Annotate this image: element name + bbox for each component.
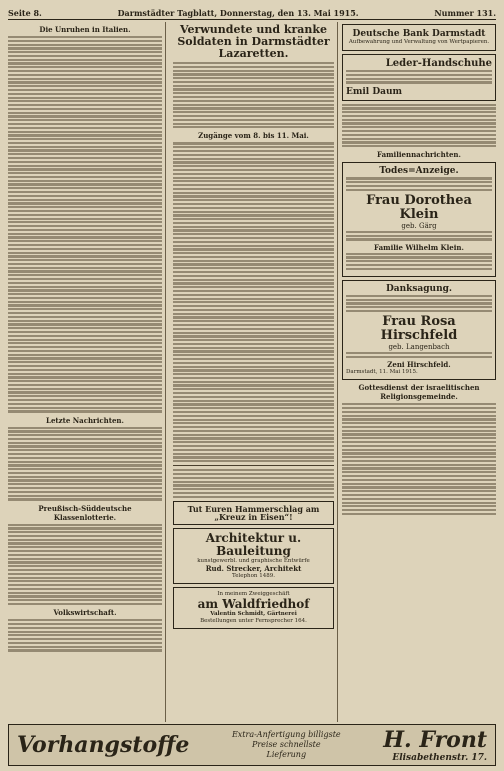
article-body-1 (8, 36, 162, 413)
thanks-date: Darmstadt, 11. Mai 1915. (346, 369, 418, 376)
deceased-born: geb. Gärg (401, 221, 437, 230)
thanks-deceased-born: geb. Langenbach (388, 343, 450, 352)
column-left (8, 22, 166, 722)
heading-economy: Volkswirtschaft. (53, 608, 117, 618)
subheading-arrivals: Zugänge vom 8. bis 11. Mai. (198, 131, 309, 141)
curtain-fabric-banner-ad (8, 724, 496, 766)
heading-wounded-soldiers: Verwundete und kranke Soldaten in Darmstädter Lazaretten. (177, 23, 330, 60)
page-header (8, 6, 496, 20)
article-body-4 (8, 619, 162, 651)
article-body-3 (8, 524, 162, 606)
architect-ad (173, 528, 334, 584)
leather-merchant: Emil Daum (346, 86, 403, 97)
religious-services-list (342, 403, 496, 515)
death-notice-signature: Familie Wilhelm Klein. (374, 242, 464, 252)
column-middle (170, 22, 338, 722)
hammer-notice-text: Tut Euren Hammerschlag am „Kreuz in Eisen“! (187, 503, 320, 522)
bank-subtitle: Aufbewahrung und Verwaltung von Wertpapieren. (348, 39, 490, 45)
architect-subtitle: kunstgewerbl. und graphische Entwürfe (197, 557, 310, 564)
architect-name: Rud. Strecker, Architekt (205, 563, 302, 573)
article-body-2 (8, 427, 162, 501)
issue-number: Nummer 131. (434, 7, 496, 18)
thanks-signature: Zeni Hirschfeld. (387, 360, 451, 370)
heading-lottery: Preußisch-Süddeutsche Klassenlotterie. (38, 503, 132, 522)
heading-unrest-italy: Die Unruhen in Italien. (39, 25, 131, 34)
heading-family-news: Familiennachrichten. (377, 150, 461, 160)
deutsche-bank-ad (342, 24, 496, 51)
soldier-list-intro (173, 62, 334, 128)
architect-title: Architektur u. Bauleitung (205, 530, 302, 558)
bank-name: Deutsche Bank Darmstadt (352, 29, 486, 39)
small-ads (342, 104, 496, 148)
waldfriedhof-title: am Waldfriedhof (197, 596, 310, 611)
heading-religious-services: Gottesdienst der israelitischen Religionsgemeinde. (358, 383, 480, 402)
banner-address: Elisabethenstr. 17. (392, 753, 487, 763)
soldier-list (173, 142, 334, 462)
waldfriedhof-pre: In meinem Zweiggeschäft (217, 590, 290, 597)
banner-right-block (383, 727, 487, 763)
waldfriedhof-name: Valentin Schmidt, Gärtnerei (210, 610, 297, 617)
leather-title: Leder-Handschuhe (385, 58, 492, 69)
heading-latest-news: Letzte Nachrichten. (46, 415, 124, 425)
hammer-notice-ad (173, 501, 334, 525)
leather-gloves-ad (342, 54, 496, 101)
thanks-title: Danksagung. (385, 283, 453, 294)
architect-phone: Telephon 1489. (232, 572, 275, 579)
waldfriedhof-ad (173, 587, 334, 629)
banner-middle-text: Extra-Anfertigung billigste Preise schnellste Lieferung (231, 730, 341, 759)
thanks-deceased-name: Frau Rosa Hirschfeld (380, 314, 458, 344)
paper-title: Darmstädter Tagblatt, Donnerstag, den 13. Mai 1915. (117, 7, 359, 18)
banner-left-text: Vorhangstoffe (17, 732, 190, 758)
banner-merchant-name: H. Front (383, 727, 487, 753)
death-notice (342, 162, 496, 277)
death-notice-title: Todes=Anzeige. (379, 166, 459, 177)
thanks-notice (342, 280, 496, 380)
column-right (342, 22, 496, 722)
notice-text (173, 469, 334, 498)
page-number: Seite 8. (8, 7, 42, 18)
deceased-name: Frau Dorothea Klein (366, 192, 472, 222)
waldfriedhof-phone: Bestellungen unter Fernsprecher 164. (200, 617, 307, 624)
